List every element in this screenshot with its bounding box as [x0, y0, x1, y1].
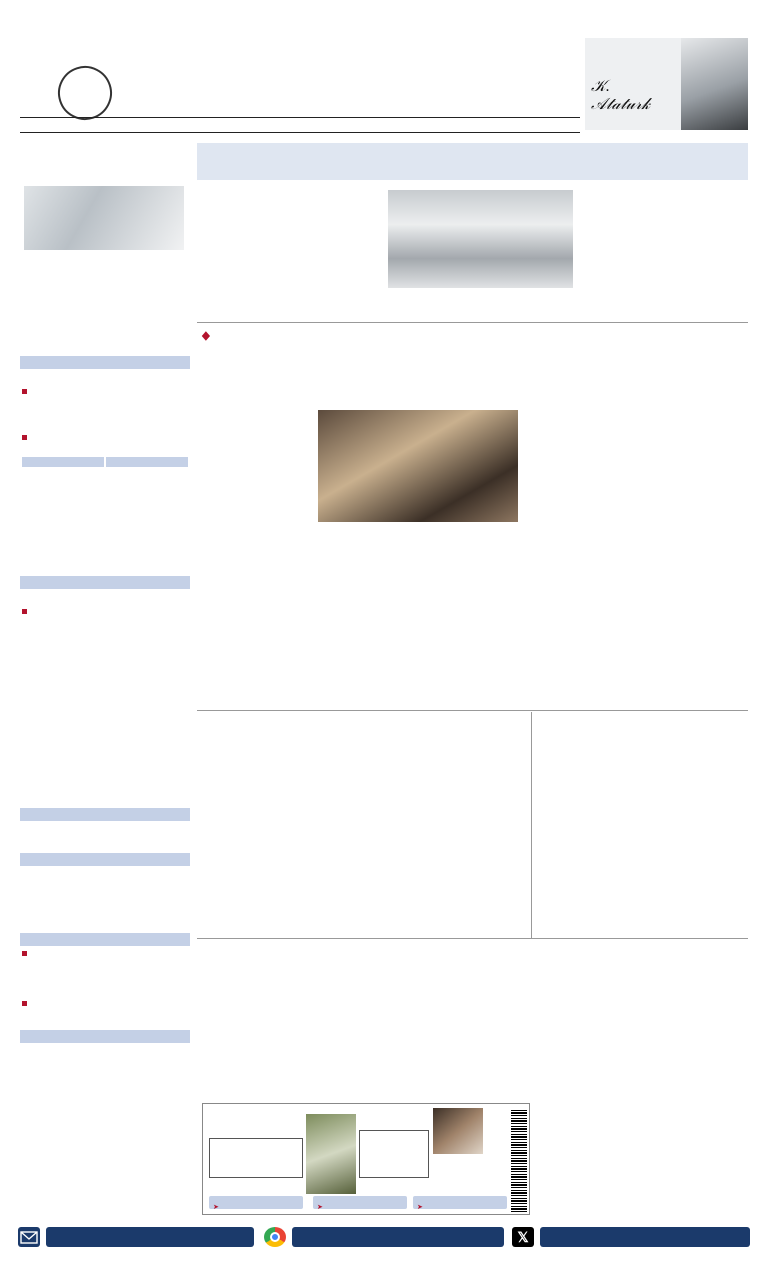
- email-icon: [18, 1227, 40, 1247]
- ataturk-box: [585, 38, 748, 130]
- today-item-1[interactable]: [209, 1138, 303, 1178]
- viop-bullet: [22, 608, 188, 650]
- bist-section-header: [20, 356, 190, 369]
- today-page-label: [323, 1204, 331, 1211]
- butcher-photo: [318, 410, 518, 522]
- hali-text-col2: [312, 976, 414, 1048]
- arrow-icon: ➤: [417, 1204, 423, 1211]
- lead-text-col2: [388, 292, 573, 310]
- bullet-icon: [22, 435, 27, 440]
- sakatat-text-col4: [526, 404, 628, 460]
- sakatat-caption: [318, 528, 518, 572]
- email-link[interactable]: [46, 1227, 254, 1247]
- losers-header: [106, 457, 188, 467]
- issue-date: [22, 119, 242, 131]
- today-page-1[interactable]: [209, 1196, 303, 1209]
- today-item-3[interactable]: [433, 1156, 507, 1186]
- waste-text: [538, 978, 746, 1212]
- bullet-icon: [22, 609, 27, 614]
- arrow-icon: ➤: [213, 1204, 219, 1211]
- lead-text-col1b: [204, 289, 380, 307]
- browser-icon: [264, 1227, 286, 1247]
- car-penalty-text: [22, 252, 188, 342]
- barcode: [511, 1108, 527, 1212]
- diamond-icon: ◆: [202, 330, 209, 342]
- hali-text-col3: [420, 976, 528, 1096]
- column-rule: [531, 712, 532, 938]
- investor-section-header: [20, 853, 190, 866]
- bist-movers-tables: [22, 457, 188, 575]
- website-link[interactable]: [292, 1227, 504, 1247]
- sakatat-text-col5b: [634, 436, 746, 704]
- bullet-icon: [22, 951, 27, 956]
- hal-text-col3: [425, 748, 525, 934]
- bist-bullet-2: [22, 434, 188, 452]
- stamp-line: [56, 70, 104, 85]
- sakatat-subhead-3: [634, 420, 746, 436]
- stamp-line: [56, 70, 104, 85]
- sakatat-text-col5: [634, 404, 746, 418]
- x-logo-icon: 𝕏: [512, 1227, 534, 1247]
- rule: [531, 938, 748, 939]
- x-link[interactable]: [540, 1227, 750, 1247]
- itb-section-header: [20, 933, 190, 946]
- hali-text-col1: [204, 984, 306, 1094]
- hali-subhead: [312, 1048, 414, 1066]
- metals-section-header: [20, 808, 190, 821]
- lab-photo: [388, 190, 573, 288]
- today-page-3[interactable]: [413, 1196, 507, 1209]
- today-item-title: [210, 1139, 302, 1147]
- hal-text-col1: [204, 756, 314, 934]
- shoes-photo: [433, 1108, 483, 1154]
- masthead-logo: [116, 40, 556, 110]
- arrow-icon: ➤: [317, 1204, 323, 1211]
- gazette-list: [22, 1064, 188, 1204]
- sakatat-kicker: [202, 328, 748, 342]
- lead-text-col3: [580, 188, 744, 312]
- today-page-2[interactable]: [313, 1196, 407, 1209]
- ataturk-portrait: [681, 38, 748, 130]
- ataturk-signature: 𝒦. 𝒜𝓉𝒶𝓉𝓊𝓇𝓀: [591, 78, 651, 113]
- stamp-line: [56, 70, 104, 85]
- car-keys-photo: [24, 186, 184, 250]
- today-page-label: [219, 1204, 227, 1211]
- itb-cotton-note: [22, 950, 188, 1002]
- sakatat-text-col4b: [526, 486, 628, 704]
- footer-bar: [0, 1222, 768, 1271]
- iran-text: [538, 773, 746, 923]
- today-logo: [209, 1113, 319, 1135]
- hali-text-col2b: [312, 1066, 414, 1096]
- today-item-2[interactable]: [359, 1130, 429, 1178]
- sakatat-text-col2b: [318, 633, 418, 703]
- lead-text-col1: [204, 193, 380, 281]
- itb-raisin-note: [22, 1000, 188, 1032]
- viop-section-header: [20, 576, 190, 589]
- bullet-icon: [22, 389, 27, 394]
- today-page-label: [423, 1204, 431, 1211]
- bullet-icon: [22, 1001, 27, 1006]
- gazette-section-header: [20, 1030, 190, 1043]
- today-box: [202, 1103, 530, 1215]
- sakatat-text-col1: [202, 412, 312, 704]
- issue-number: [454, 119, 579, 131]
- today-item-title: [360, 1131, 428, 1143]
- bist-bullet-1: [22, 388, 188, 430]
- issn-label: [499, 1124, 509, 1204]
- hal-text-col2: [320, 748, 420, 934]
- sakatat-text-col3: [424, 576, 520, 704]
- gainers-header: [22, 457, 104, 467]
- today-item-title: [433, 1156, 507, 1160]
- masthead-slogan: [120, 20, 450, 42]
- sakatat-subhead-1: [318, 616, 418, 626]
- lead-title-bar: [197, 143, 748, 180]
- paper-type: [272, 119, 422, 131]
- olive-photo: [306, 1114, 356, 1194]
- sakatat-text-col2: [318, 576, 418, 616]
- sakatat-subhead-2: [526, 468, 628, 486]
